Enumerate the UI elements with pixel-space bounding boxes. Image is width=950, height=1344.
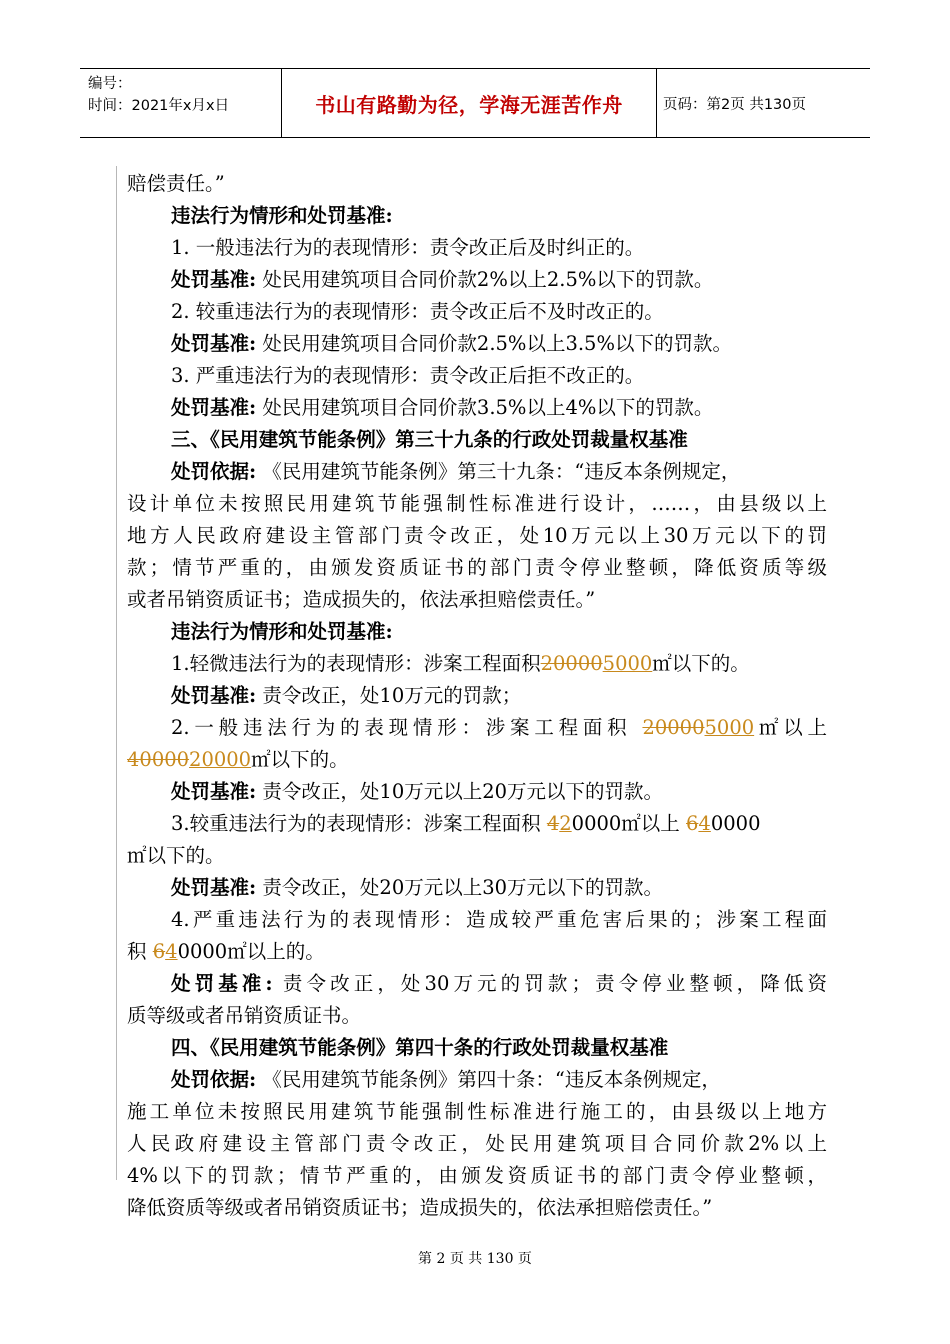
text-run: 0000 [710,812,761,835]
article-heading: 四、《民用建筑节能条例》第四十条的行政处罚裁量权基准 [171,1036,669,1059]
paragraph-line: 1. 一般违法行为的表现情形：责令改正后及时纠正的。 [171,236,645,259]
penalty-text: 责令改正，处30万元的罚款；责令停业整顿，降低资 [282,972,827,995]
deleted-text: 6 [152,940,166,963]
penalty-text: 处民用建筑项目合同价款3.5%以上4%以下的罚款。 [262,396,714,419]
text-run: 0000㎡以上 [571,812,680,835]
text-run: ㎡以下的。 [251,748,349,771]
header-number-label: 编号： [88,76,132,92]
basis-label: 处罚依据: [171,1068,257,1091]
header-date-label: 时间：2021年x月x日 [88,98,230,114]
inserted-text: 4 [165,940,178,963]
text-run: 1.轻微违法行为的表现情形：涉案工程面积 [171,652,541,675]
header-page-label: 页码：第2页 共130页 [663,96,807,113]
paragraph-line: 款；情节严重的，由颁发资质证书的部门责令停业整顿，降低资质等级 [127,556,827,579]
penalty-text: 责令改正，处10万元的罚款； [262,684,522,707]
header-meta [80,69,282,137]
text-run: ㎡以下的。 [652,652,750,675]
penalty-line [127,776,827,808]
section-heading: 违法行为情形和处罚基准: [171,620,393,643]
penalty-line [127,872,827,904]
penalty-line [127,680,827,712]
paragraph-line: 4%以下的罚款；情节严重的，由颁发资质证书的部门责令停业整顿， [127,1164,827,1187]
inserted-text: 5000 [602,652,653,675]
penalty-text: 处民用建筑项目合同价款2.5%以上3.5%以下的罚款。 [262,332,732,355]
paragraph-line: 施工单位未按照民用建筑节能强制性标准进行施工的，由县级以上地方 [127,1100,827,1123]
deleted-text: 20000 [642,716,705,739]
deleted-text: 6 [686,812,699,835]
article-heading: 三、《民用建筑节能条例》第三十九条的行政处罚裁量权基准 [171,428,688,451]
inserted-text: 2 [559,812,572,835]
paragraph-line [127,808,827,840]
revision-margin-bar [116,166,117,1180]
penalty-line [127,968,827,1000]
penalty-line [127,264,827,296]
basis-line [127,456,827,488]
paragraph-line: 设计单位未按照民用建筑节能强制性标准进行设计，……，由县级以上 [127,492,827,515]
penalty-line [127,392,827,424]
text-run: 0000㎡以上的。 [177,940,325,963]
paragraph-line: 质等级或者吊销资质证书。 [127,1004,362,1027]
penalty-text: 责令改正，处20万元以上30万元以下的罚款。 [262,876,664,899]
penalty-line [127,328,827,360]
text-run: 3.较重违法行为的表现情形：涉案工程面积 [171,812,541,835]
paragraph-line: 人民政府建设主管部门责令改正，处民用建筑项目合同价款2%以上 [127,1132,827,1155]
page-header [80,68,870,138]
inserted-text: 4 [698,812,711,835]
penalty-label: 处罚基准: [171,396,257,419]
paragraph-line: 4.严重违法行为的表现情形：造成较严重危害后果的；涉案工程面 [171,908,827,931]
basis-text: 《民用建筑节能条例》第四十条：“违反本条例规定， [262,1068,721,1091]
section-heading: 违法行为情形和处罚基准: [171,204,393,227]
inserted-text: 5000 [704,716,755,739]
inserted-text: 20000 [189,748,252,771]
penalty-label: 处罚基准: [171,972,273,995]
penalty-label: 处罚基准: [171,684,257,707]
deleted-text: 4 [546,812,560,835]
page-footer: 第 2 页 共 130 页 [418,1251,532,1267]
penalty-label: 处罚基准: [171,780,257,803]
paragraph-line: ㎡以下的。 [127,844,225,867]
basis-label: 处罚依据: [171,460,257,483]
paragraph-line: 3. 严重违法行为的表现情形：责令改正后拒不改正的。 [171,364,645,387]
paragraph-line: 地方人民政府建设主管部门责令改正，处10万元以上30万元以下的罚 [127,524,827,547]
text-run: 2.一般违法行为的表现情形：涉案工程面积 [171,716,632,739]
paragraph-line [127,712,827,744]
paragraph-line: 或者吊销资质证书；造成损失的，依法承担赔偿责任。” [127,588,596,611]
penalty-label: 处罚基准: [171,876,257,899]
basis-line [127,1064,827,1096]
deleted-text: 40000 [127,748,190,771]
basis-text: 《民用建筑节能条例》第三十九条：“违反本条例规定， [262,460,741,483]
penalty-label: 处罚基准: [171,268,257,291]
paragraph-line: 赔偿责任。” [127,172,225,195]
paragraph-line: 2. 较重违法行为的表现情形：责令改正后不及时改正的。 [171,300,664,323]
header-motto: 书山有路勤为径，学海无涯苦作舟 [282,69,657,137]
penalty-text: 责令改正，处10万元以上20万元以下的罚款。 [262,780,664,803]
penalty-label: 处罚基准: [171,332,257,355]
paragraph-line [127,648,827,680]
paragraph-line [127,936,827,968]
paragraph-line [127,744,827,776]
penalty-text: 处民用建筑项目合同价款2%以上2.5%以下的罚款。 [262,268,714,291]
document-body [127,168,827,1224]
deleted-text: 20000 [540,652,603,675]
text-run: 积 [127,940,147,963]
text-run: ㎡以上 [754,716,827,739]
paragraph-line: 降低资质等级或者吊销资质证书；造成损失的，依法承担赔偿责任。” [127,1196,713,1219]
